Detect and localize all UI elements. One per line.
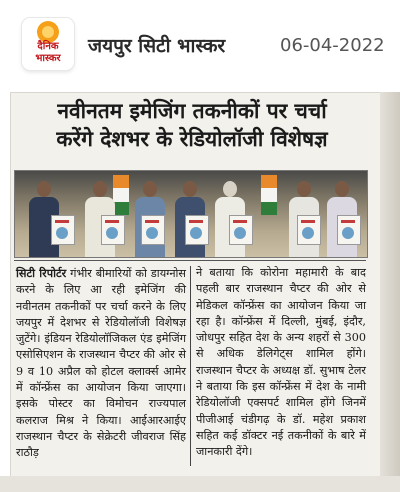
logo-line-1: दैनिक	[37, 41, 59, 52]
poster-image	[229, 215, 253, 245]
article-headline	[12, 97, 372, 153]
right-column-text: ने बताया कि कोरोना महामारी के बाद पहली बार राजस्थान चैप्टर की ओर से मेडिकल कॉन्फ्रेंस का आयोजन किया जा रहा है। कॉन्फ्रेंस में दिल्ली, मुंबई, इंदौर, जोधपुर सहित देश के अन्य शहरों से 300 से अधिक डेलिगेट्स शामिल होंगे। राजस्थान चैप्टर के अध्यक्ष डॉ. सुभाष टेलर ने बताया कि इस कॉन्फ्रेंस में देश के नामी रेडियोलॉजी एक्सपर्ट शामिल होंगे जिनमें पीजीआई चंडीगढ़ के डॉ. महेश प्रकाश सहित कई डॉक्टर नई तकनीकों के बारे में जानकारी देंगे।	[196, 266, 366, 459]
dainik-bhaskar-logo	[22, 18, 74, 70]
logo-line-2: भास्कर	[35, 53, 61, 64]
page-header	[0, 0, 400, 86]
edition-date: 06-04-2022	[280, 35, 385, 56]
logo-text	[22, 41, 74, 65]
indian-flag-icon	[261, 175, 277, 215]
headline-line-2: करेंगे देशभर के रेडियोलॉजी विशेषज्ञ	[56, 126, 328, 151]
paper-edge-right	[380, 92, 400, 492]
byline: सिटी रिपोर्टर	[16, 266, 67, 280]
column-divider	[190, 266, 191, 466]
poster-image	[185, 215, 209, 245]
article-column-left	[16, 265, 186, 462]
poster-image	[51, 215, 75, 245]
indian-flag-icon	[113, 175, 129, 215]
left-column-text: गंभीर बीमारियों को डायग्नोस करने के लिए आ रही इमेजिंग की नवीनतम तकनीकों पर चर्चा करने के लिए जयपुर में देशभर से रेडियोलॉजी विशेषज्ञ जुटेंगे। इंडियन रेडियोलॉजिकल एंड इमेजिंग एसोसिएशन के राजस्थान चैप्टर की ओर से 9 व 10 अप्रैल को होटल क्लार्क्स आमेर में कॉन्फ्रेंस का आयोजन किया जाएगा। इसके पोस्टर का विमोचन राज्यपाल कलराज मिश्र ने किया। आईआरआईए राजस्थान चैप्टर के सेक्रेटरी जीवराज सिंह राठौड़	[16, 267, 186, 460]
poster-image	[141, 215, 165, 245]
paper-edge-bottom	[0, 476, 400, 492]
poster-image	[297, 215, 321, 245]
poster-image	[337, 215, 361, 245]
article-photo	[14, 170, 368, 258]
photo-divider	[14, 260, 366, 261]
edition-title: जयपुर सिटी भास्कर	[88, 35, 226, 57]
sun-logo-icon	[37, 21, 59, 43]
headline-line-1: नवीनतम इमेजिंग तकनीकों पर चर्चा	[57, 98, 327, 123]
poster-image	[101, 215, 125, 245]
article-column-right	[196, 265, 366, 461]
